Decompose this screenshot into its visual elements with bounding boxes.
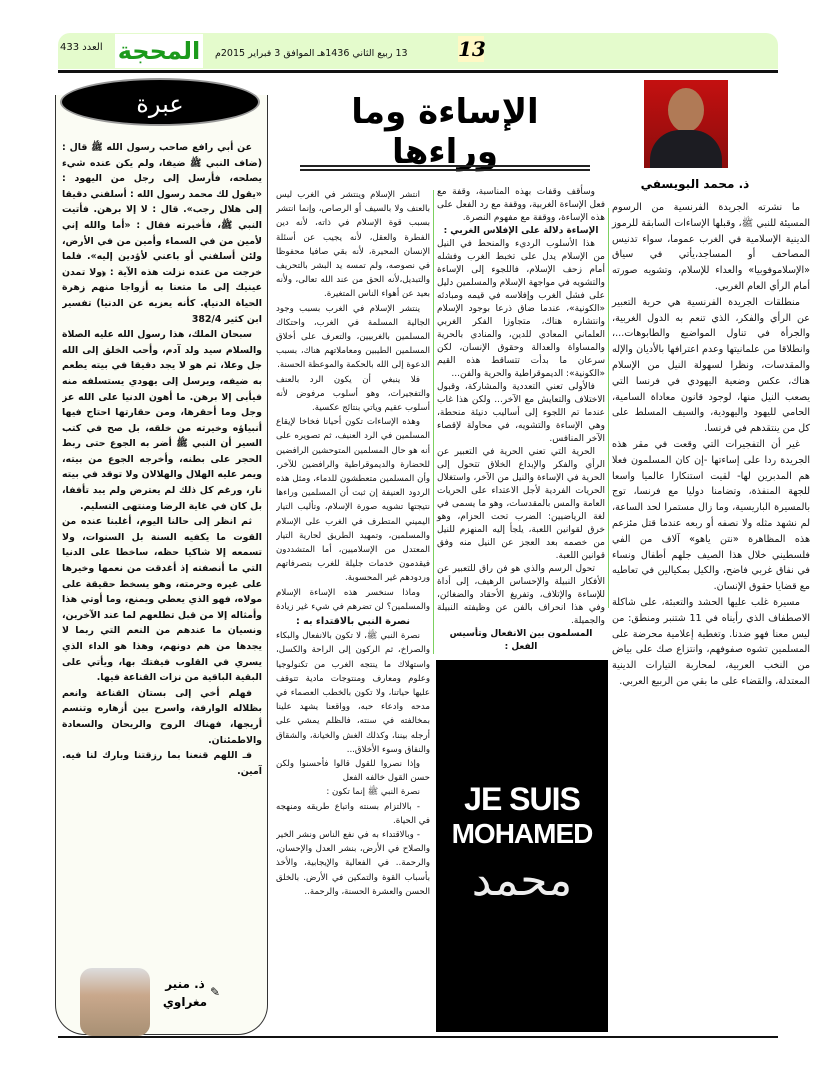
- sidebar-author-byline: ذ. منير مغراوي: [162, 977, 208, 1009]
- bottom-rule: [58, 1036, 778, 1038]
- pen-icon: ✎: [210, 985, 221, 999]
- title-rule: [300, 165, 590, 171]
- column-divider: [433, 190, 434, 654]
- subheading: المسلمون بين الانفعال وتأسيس الفعل :: [449, 629, 593, 652]
- issue-date: 13 ربيع الثاني 1436هـ الموافق 3 فبراير 2015م: [215, 48, 408, 59]
- sidebar-badge: عبرة: [60, 78, 260, 126]
- author-photo: [644, 80, 728, 168]
- author-byline: ذ. محمد البويسفي: [640, 177, 750, 191]
- je-suis-mohamed-image: JE SUIS MOHAMED محمد: [436, 660, 608, 1032]
- page-number: 13: [458, 37, 486, 61]
- article-column-3-continued: نصرة النبي بالاقتداء به : نصرة النبي ﷺ، لا تكون بالانفعال والبكاء والصراخ، ثم الركون إلى الراحة والكسل، واستهلاك ما ينتجه الغرب من تكنولوجيا وعلوم ومعارف ومنتوجات مادية تتوقف عليها حياتنا، ولا تكون بالخطب العصماء في مدحه وادعاء حبه، وواقعنا يشهد علينا بمخالفته في سنته، فالظلم يمشي على أرجله بيننا، وكذلك الغش والخيانة، والشقاق والنفاق وسوء الأخلاق... وإذا نصروا للقول قالوا فأحسنوا ولكن حسن القول خالفه الفعل نصرة النبي ﷺ إنما تكون : - بالالتزام بسنته واتباع طريقه ومنهجه في الحياة. - وبالاقتداء به في نفع الناس ونشر الخير والصلاح في الأرض، بنشر العدل والإحسان، والرحمة.. في الفعالية والإيجابية، والأخذ بأسباب القوة والتمكين في الأرض. بالخلق الحسن والعشرة الحسنة، والرحمة..: [276, 616, 430, 897]
- issue-number: العدد 433: [60, 42, 103, 53]
- article-column-2: وسأقف وقفات بهذه المناسبة، وقفة مع فعل الإساءة الغربية، ووقفة مع رد الفعل على هذه الإساءة، ووقفة مع مفهوم النصرة. الإساءة دلالة على الإفلاس الغربي : هذا الأسلوب الرديء والمنحط في النيل من الإسلام يدل على تخبط الغرب وفشله أمام زحف الإسلام، فاللجوء إلى الإساءة والتشويه في مواجهة الإسلام والمسلمين دليل على فشل الغرب وإفلاسه في قيمه ومبادئه «الكونية»، عندما ضاق ذرعا بوجود الإسلام وانتشاره هناك، متجاوزا الفكر الغربي العلماني المعادي للدين، والمنادي بالحرية والمساواة والعدالة وحقوق الإنسان، لكن سرعان ما بدأت تتساقط هذه القيم «الكونية»: الديموقراطية والحرية والفن... فالأولى تعني التعددية والمشاركة، وقبول الاختلاف والتعايش مع الآخر... ولكن هذا غاب عندما تم اللجوء إلى أساليب دنيئة منحطة، وهي الإساءة والتشويه، في محاولة لإقصاء الآخر المنافس. الحرية التي تعني الحرية في التعبير عن الرأي والفكر والإبداع الخلاق تتحول إلى الحرية في الإساءة والنيل من الآخر، واستغلال الحريات الفردية لأجل الاعتداء على الحريات العامة والمس بالمقدسات، وهو ما يسمى في لغة الرياضيين: الضرب تحت الحزام، وهو خرق لقوانين اللعبة، يلجأ إليه المنهزم للنيل من خصمه بعد العجز عن النيل منه وفق قوانين اللعبة. تحول الرسم والذي هو فن راق للتعبير عن الأفكار النبيلة والإحساس الرهيف، إلى أداة للإساءة والإتلاف، وتفريغ الأحقاد والضغائن، وفي هذا انحراف بالفن عن وظيفته النبيلة والجميلة. المسلمون بين الانفعال وتأسيس الفعل :: [437, 187, 605, 652]
- sidebar-author-photo: [80, 968, 150, 1036]
- sidebar-text: عن أبي رافع صاحب رسول الله ﷺ قال : (ضاف النبي ﷺ ضيفا، ولم يكن عنده شيء يصلحه، فأرسل إلى رجل من اليهود : «يقول لك محمد رسول الله : أسلفني دقيقا إلى هلال رجب». قال : لا إلا برهن. فأتيت النبي ﷺ، فأخبرته فقال : «أما والله إني لأمين من في السماء وأمين من في الأرض، ولئن أسلفني أو باعني لأؤدين إليه». فلما خرجت من عنده نزلت هذه الآية : ﴿ولا تمدن عينيك إلى ما متعنا به أزواجا منهم زهرة الحياة الدنيا﴾. كأنه يعزيه عن الدنيا) تفسير ابن كثير 382/4 سبحان الملك، هذا رسول الله عليه الصلاة والسلام سيد ولد آدم، وأحب الخلق إلى الله جل وعلا، ثم هو لا يجد دقيقا في بيته يطعم به ضيفه، ويرسل إلى يهودي يستسلفه منه فيأبى إلا برهن. ما أهون الدنيا على الله عز وجل وما أحقرها، ومن حقارتها احتاج فيها أنبياؤه وخيرته من خلقه، بل صح في كتب السير أن النبي ﷺ أضر به الجوع حتى ربط الحجر على بطنه، وأخرجه الجوع من بيته، ويمر عليه الهلال والهلالان ولا توقد في بيته نار، ورغم كل ذلك لم يعترض ولم يبد تأففا، بل كان في غاية الرضا ومنتهى التسليم. ثم انظر إلى حالنا اليوم، أغلبنا عنده من القوت ما يكفيه السنة بل السنوات، ولا تسمعه إلا شاكيا حظه، ساخطا على الدنيا التي ما أنصفته إذ أغدقت من نعمها وخيرها على غيره وحرمته، وهو يسخط حقيقة على مولاه، فهو الذي يعطي ويمنع، وما أوتي هذا وأمثاله إلا من قبل تطلعهم لما عند الآخرين، ونسيان ما عندهم من النعم التي ربما لا يجدها من هم دونهم، وهذا هو الداء الذي يسري في القلوب فيفتك بها، ويأتي على البقية الباقية من نزات القناعة فيها. فهلم أخي إلى بستان القناعة وانعم بظلاله الوارفة، واسرح بين أزهاره وتنسم أريجها، فهناك الروح والريحان والسعادة والاطمئنان. فـ اللهم قنعنا بما رزقتنا وبارك لنا فيه. آمين.: [62, 142, 262, 777]
- subheading: نصرة النبي بالاقتداء به :: [295, 616, 410, 627]
- article-column-3: انتشر الإسلام وينتشر في الغرب ليس بالعنف ولا بالسيف أو الرصاص، وإنما انتشر بسبب قوة الإسلام في ذاته، لأنه دين الفطرة والعقل، لأنه يجيب عن أسئلة الإنسان المحيرة، لأنه بقي صافيا محفوظا في نصوصه، ولم تمسه يد البشر بالتحريف والتبديل،لأنه الحق من عند الله تعالى، ولأنه بعيد عن أهواء الناس المتغيرة. ينتشر الإسلام في الغرب بسبب وجود الجالية المسلمة في الغرب، واحتكاك المسلمين بالغربيين، والتعرف على أخلاق المسلمين الطيبين ومعاملاتهم هناك، بسبب الدعوة إلى الله بالحكمة والموعظة الحسنة. فلا ينبغي أن يكون الرد بالعنف والتفجيرات، وهو أسلوب مرفوض لأنه أسلوب عقيم وياتي بنتائج عكسية. وهذه الإساءات تكون أحيانا فخاخا لإيقاع المسلمين في الرد العنيف، ثم تصويره على أنه هو حال المسلمين المتوحشين الرافضين للحضارة والديموقراطية والرافضين للآخر، وأن المسلمين متعطشون للدماء، ومثل هذه الردود العنيفة إن ثبت أن المسلمين وراءها نتيجتها تشويه صورة الإسلام، وتأليب التيار اليميني المتطرف في الغرب على الإسلام والمسلمين، وتمهيد الطريق لحارية التيار المعتدل من الإسلاميين، أما المتشددون فيقدمون خدمات جليلة للغرب بتصرفاتهم وردودهم غير المحسوبة. وماذا سنخسر هذه الإساءة الإسلام والمسلمين؟ لن تضرهم في شيء غير زيادة: [276, 190, 430, 612]
- subheading: الإساءة دلالة على الإفلاس الغربي :: [443, 226, 599, 236]
- calligraphy: محمد: [471, 855, 573, 906]
- header-divider: [58, 70, 778, 73]
- newspaper-logo: المحجة: [115, 34, 203, 68]
- article-column-1: ما نشرته الجريدة الفرنسية من الرسوم المسيئة للنبي ﷺ، وقبلها الإساءات السابقة للرموز الدينية الإسلامية في الغرب عموما، سواء تدنيس المصاحف أو المساجد،يأتي في سياق «الإسلاموفوبيا» والعداء للإسلام، وتشويه صورته أمام الرأي العام الغربي. منطلقات الجريدة الفرنسية هي حرية التعبير عن الرأي والفكر، الذي تنعم به الدول الغربية، والجرأة في تناول المواضيع والطابوهات...، وانطلاقا من علمانيتها وعدم اعترافها بالأديان والإله والمقدسات، ونظرا لسهولة النيل من الإسلام هناك، عكس وضعية اليهودي في فرنسا التي يصعب النيل منها، لوجود قانون معاداة السامية، الحامي لليهود واليهودية، والسيف المسلط على كل من ينتقدهم في فرنسا. غير أن التفجيرات التي وقعت في مقر هذه الجريدة ردا على إساءتها -إن كان المسلمون فعلا هم المدبرين لها- لقيت استنكارا عالميا واسعا للجهة المنفذة، وتضامنا دوليا مع فرنسا، توج بالمسيرة الباريسية، وما زال مستمرا لحد الساعة، لم نشهد مثله ولا نصفه أو ربعه عندما قتل مئزعم هذه المظاهرة «نتن ياهو» آلاف من الفي فلسطيني خلال هذا الصيف جلهم أطفال ونساء في نفاق غربي فاضح، والكيل بمكيالين في تعاطيه مع قضايا حقوق الإنسان. مسيرة غلب عليها الحشد والتعبئة، على شاكلة الاصطفاف الذي رأيناه في 11 شتنبر ومنطق: من ليس معنا فهو ضدنا. وتغطية إعلامية محرضة على المسلمين تشوه صفوفهم، وانتزاع صك على بياض من النخب العربية، لمحاربة التيارات الدينية المعتدلة، والقضاء على ما بقي من الربيع العربي.: [612, 202, 810, 687]
- column-divider: [608, 208, 609, 608]
- article-title: الإساءة وما وراءها: [351, 92, 539, 172]
